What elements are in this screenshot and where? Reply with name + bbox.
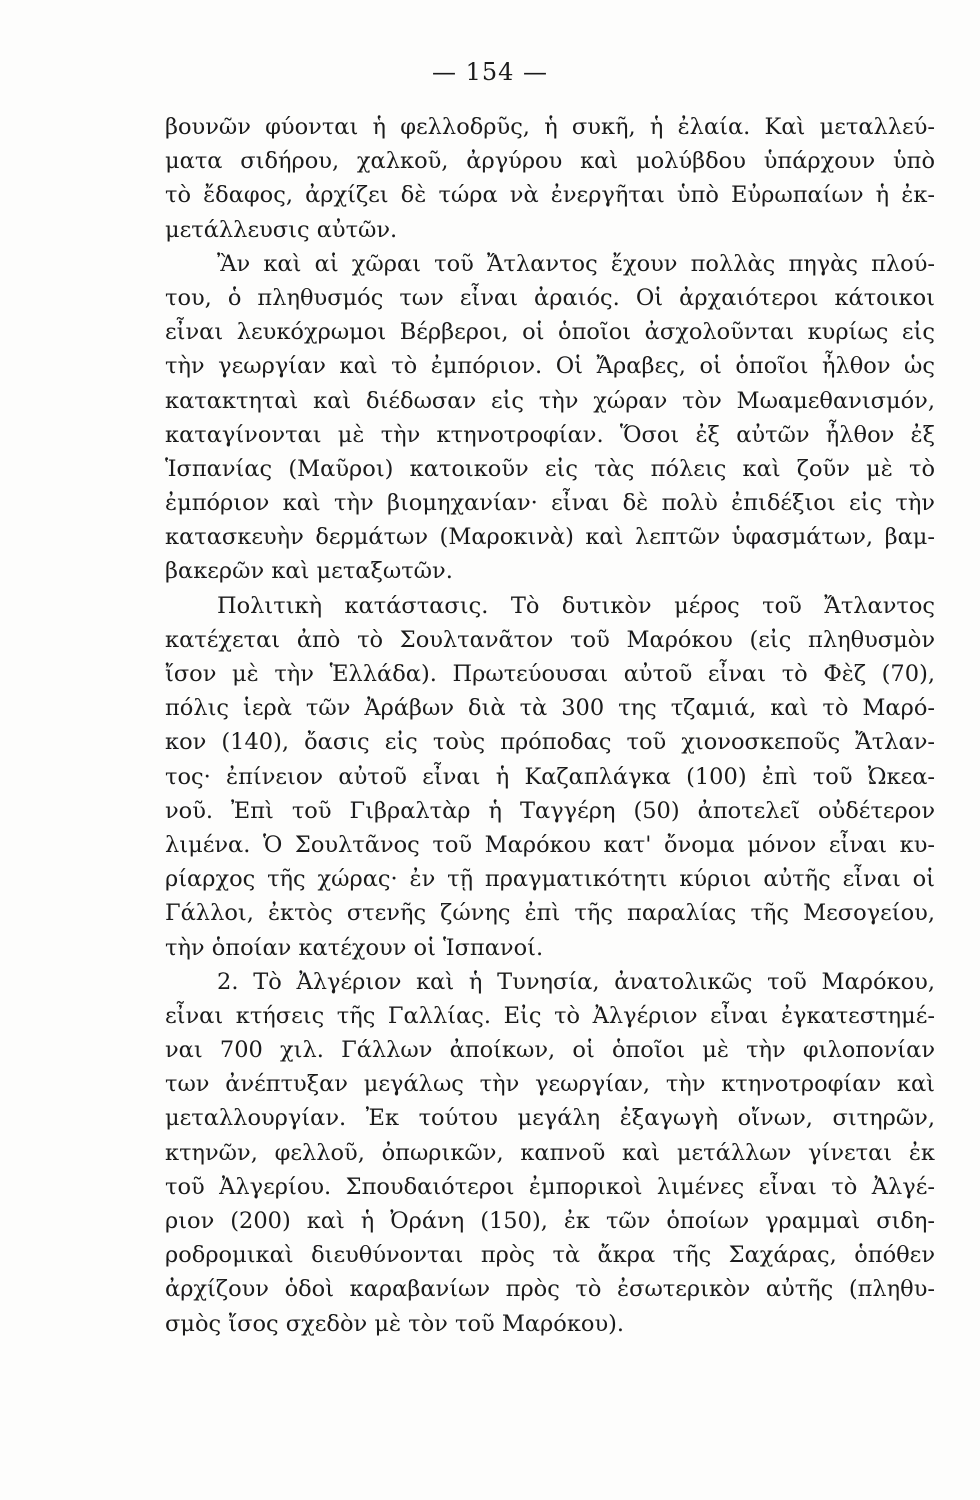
text-line: κον (140), ὄασις εἰς τοὺς πρόποδας τοῦ χιονοσκεποῦς Ἄτλαν- [165, 729, 935, 756]
text-line: τος· ἐπίνειον αὐτοῦ εἶναι ἡ Καζαπλάγκα (100) ἐπὶ τοῦ Ὠκεα- [165, 763, 935, 790]
page-number: — 154 — [431, 58, 549, 86]
text-line: κτηνῶν, φελλοῦ, ὀπωρικῶν, καπνοῦ καὶ μετάλλων γίνεται ἐκ [165, 1139, 935, 1166]
text-line: ματα σιδήρου, χαλκοῦ, ἀργύρου καὶ μολύβδου ὑπάρχουν ὑπὸ [165, 148, 935, 175]
text-line: λιμένα. Ὁ Σουλτᾶνος τοῦ Μαρόκου κατ' ὄνομα μόνον εἶναι κυ- [165, 831, 935, 858]
text-line: Ἱσπανίας (Μαῦροι) κατοικοῦν εἰς τὰς πόλεις καὶ ζοῦν μὲ τὸ [165, 455, 935, 482]
text-line: τὴν γεωργίαν καὶ τὸ ἐμπόριον. Οἱ Ἄραβες, οἱ ὁποῖοι ἦλθον ὡς [165, 353, 935, 380]
text-line: Ἂν καὶ αἱ χῶραι τοῦ Ἄτλαντος ἔχουν πολλὰς πηγὰς πλού- [217, 250, 935, 277]
text-line: ἴσον μὲ τὴν Ἑλλάδα). Πρωτεύουσαι αὐτοῦ εἶναι τὸ Φὲζ (70), [165, 661, 935, 687]
text-line: σμὸς ἴσος σχεδὸν μὲ τὸν τοῦ Μαρόκου). [165, 1310, 625, 1337]
text-line: νοῦ. Ἐπὶ τοῦ Γιβραλτὰρ ἡ Ταγγέρη (50) ἀποτελεῖ οὐδέτερον [165, 797, 935, 824]
text-line: εἶναι λευκόχρωμοι Βέρβεροι, οἱ ὁποῖοι ἀσχολοῦνται κυρίως εἰς [165, 319, 935, 346]
text-line: τὸ ἔδαφος, ἀρχίζει δὲ τώρα νὰ ἐνεργῆται ὑπὸ Εὐρωπαίων ἡ ἐκ- [165, 182, 935, 209]
text-line: βουνῶν φύονται ἡ φελλοδρῦς, ἡ συκῆ, ἡ ἐλαία. Καὶ μεταλλεύ- [165, 114, 935, 140]
text-line: των ἀνέπτυξαν μεγάλως τὴν γεωργίαν, τὴν κτηνοτροφίαν καὶ [165, 1071, 935, 1098]
text-line: πόλις ἱερὰ τῶν Ἀράβων διὰ τὰ 300 της τζαμιά, καὶ τὸ Μαρό- [165, 695, 935, 722]
text-line: ἀρχίζουν ὁδοὶ καραβανίων πρὸς τὸ ἐσωτερικὸν αὐτῆς (πληθυ- [165, 1276, 935, 1303]
text-line: κατέχεται ἀπὸ τὸ Σουλτανᾶτον τοῦ Μαρόκου (εἰς πληθυσμὸν [165, 626, 935, 653]
text-line: ροδρομικαὶ διευθύνονται πρὸς τὰ ἄκρα τῆς Σαχάρας, ὁπόθεν [165, 1242, 935, 1269]
text-line: ἐμπόριον καὶ τὴν βιομηχανίαν· εἶναι δὲ πολὺ ἐπιδέξιοι εἰς τὴν [165, 490, 935, 517]
text-line: μετάλλευσις αὐτῶν. [165, 216, 398, 243]
text-line: καταγίνονται μὲ τὴν κτηνοτροφίαν. Ὅσοι ἐξ αὐτῶν ἦλθον ἐξ [165, 421, 935, 448]
text-line: κατακτηταὶ καὶ διέδωσαν εἰς τὴν χώραν τὸν Μωαμεθανισμόν, [165, 387, 935, 414]
text-line: ριον (200) καὶ ἡ Ὀράνη (150), ἐκ τῶν ὁποίων γραμμαὶ σιδη- [165, 1208, 935, 1234]
text-line: ρίαρχος τῆς χώρας· ἐν τῇ πραγματικότητι κύριοι αὐτῆς εἶναι οἱ [165, 866, 935, 893]
text-line: του, ὁ πληθυσμός των εἶναι ἀραιός. Οἱ ἀρχαιότεροι κάτοικοι [165, 284, 935, 311]
text-line: τοῦ Ἀλγερίου. Σπουδαιότεροι ἐμπορικοὶ λιμένες εἶναι τὸ Ἀλγέ- [165, 1173, 935, 1200]
text-line: τὴν ὁποίαν κατέχουν οἱ Ἱσπανοί. [165, 934, 544, 961]
text-line: 2. Τὸ Ἀλγέριον καὶ ἡ Τυνησία, ἀνατολικῶς τοῦ Μαρόκου, [217, 968, 935, 995]
text-line: Γάλλοι, ἐκτὸς στενῆς ζώνης ἐπὶ τῆς παραλίας τῆς Μεσογείου, [165, 900, 935, 927]
text-line: κατασκευὴν δερμάτων (Μαροκινὰ) καὶ λεπτῶν ὑφασμάτων, βαμ- [165, 524, 935, 551]
body-text [165, 110, 935, 1341]
section-heading-line: Πολιτικὴ κατάστασις. Τὸ δυτικὸν μέρος τοῦ Ἄτλαντος [217, 592, 935, 619]
text-line: εἶναι κτήσεις τῆς Γαλλίας. Εἰς τὸ Ἀλγέριον εἶναι ἐγκατεστημέ- [165, 1002, 935, 1029]
text-line: ναι 700 χιλ. Γάλλων ἀποίκων, οἱ ὁποῖοι μὲ τὴν φιλοπονίαν [165, 1037, 935, 1064]
text-line: βακερῶν καὶ μεταξωτῶν. [165, 558, 453, 585]
text-line: μεταλλουργίαν. Ἐκ τούτου μεγάλη ἐξαγωγὴ οἴνων, σιτηρῶν, [165, 1105, 935, 1132]
